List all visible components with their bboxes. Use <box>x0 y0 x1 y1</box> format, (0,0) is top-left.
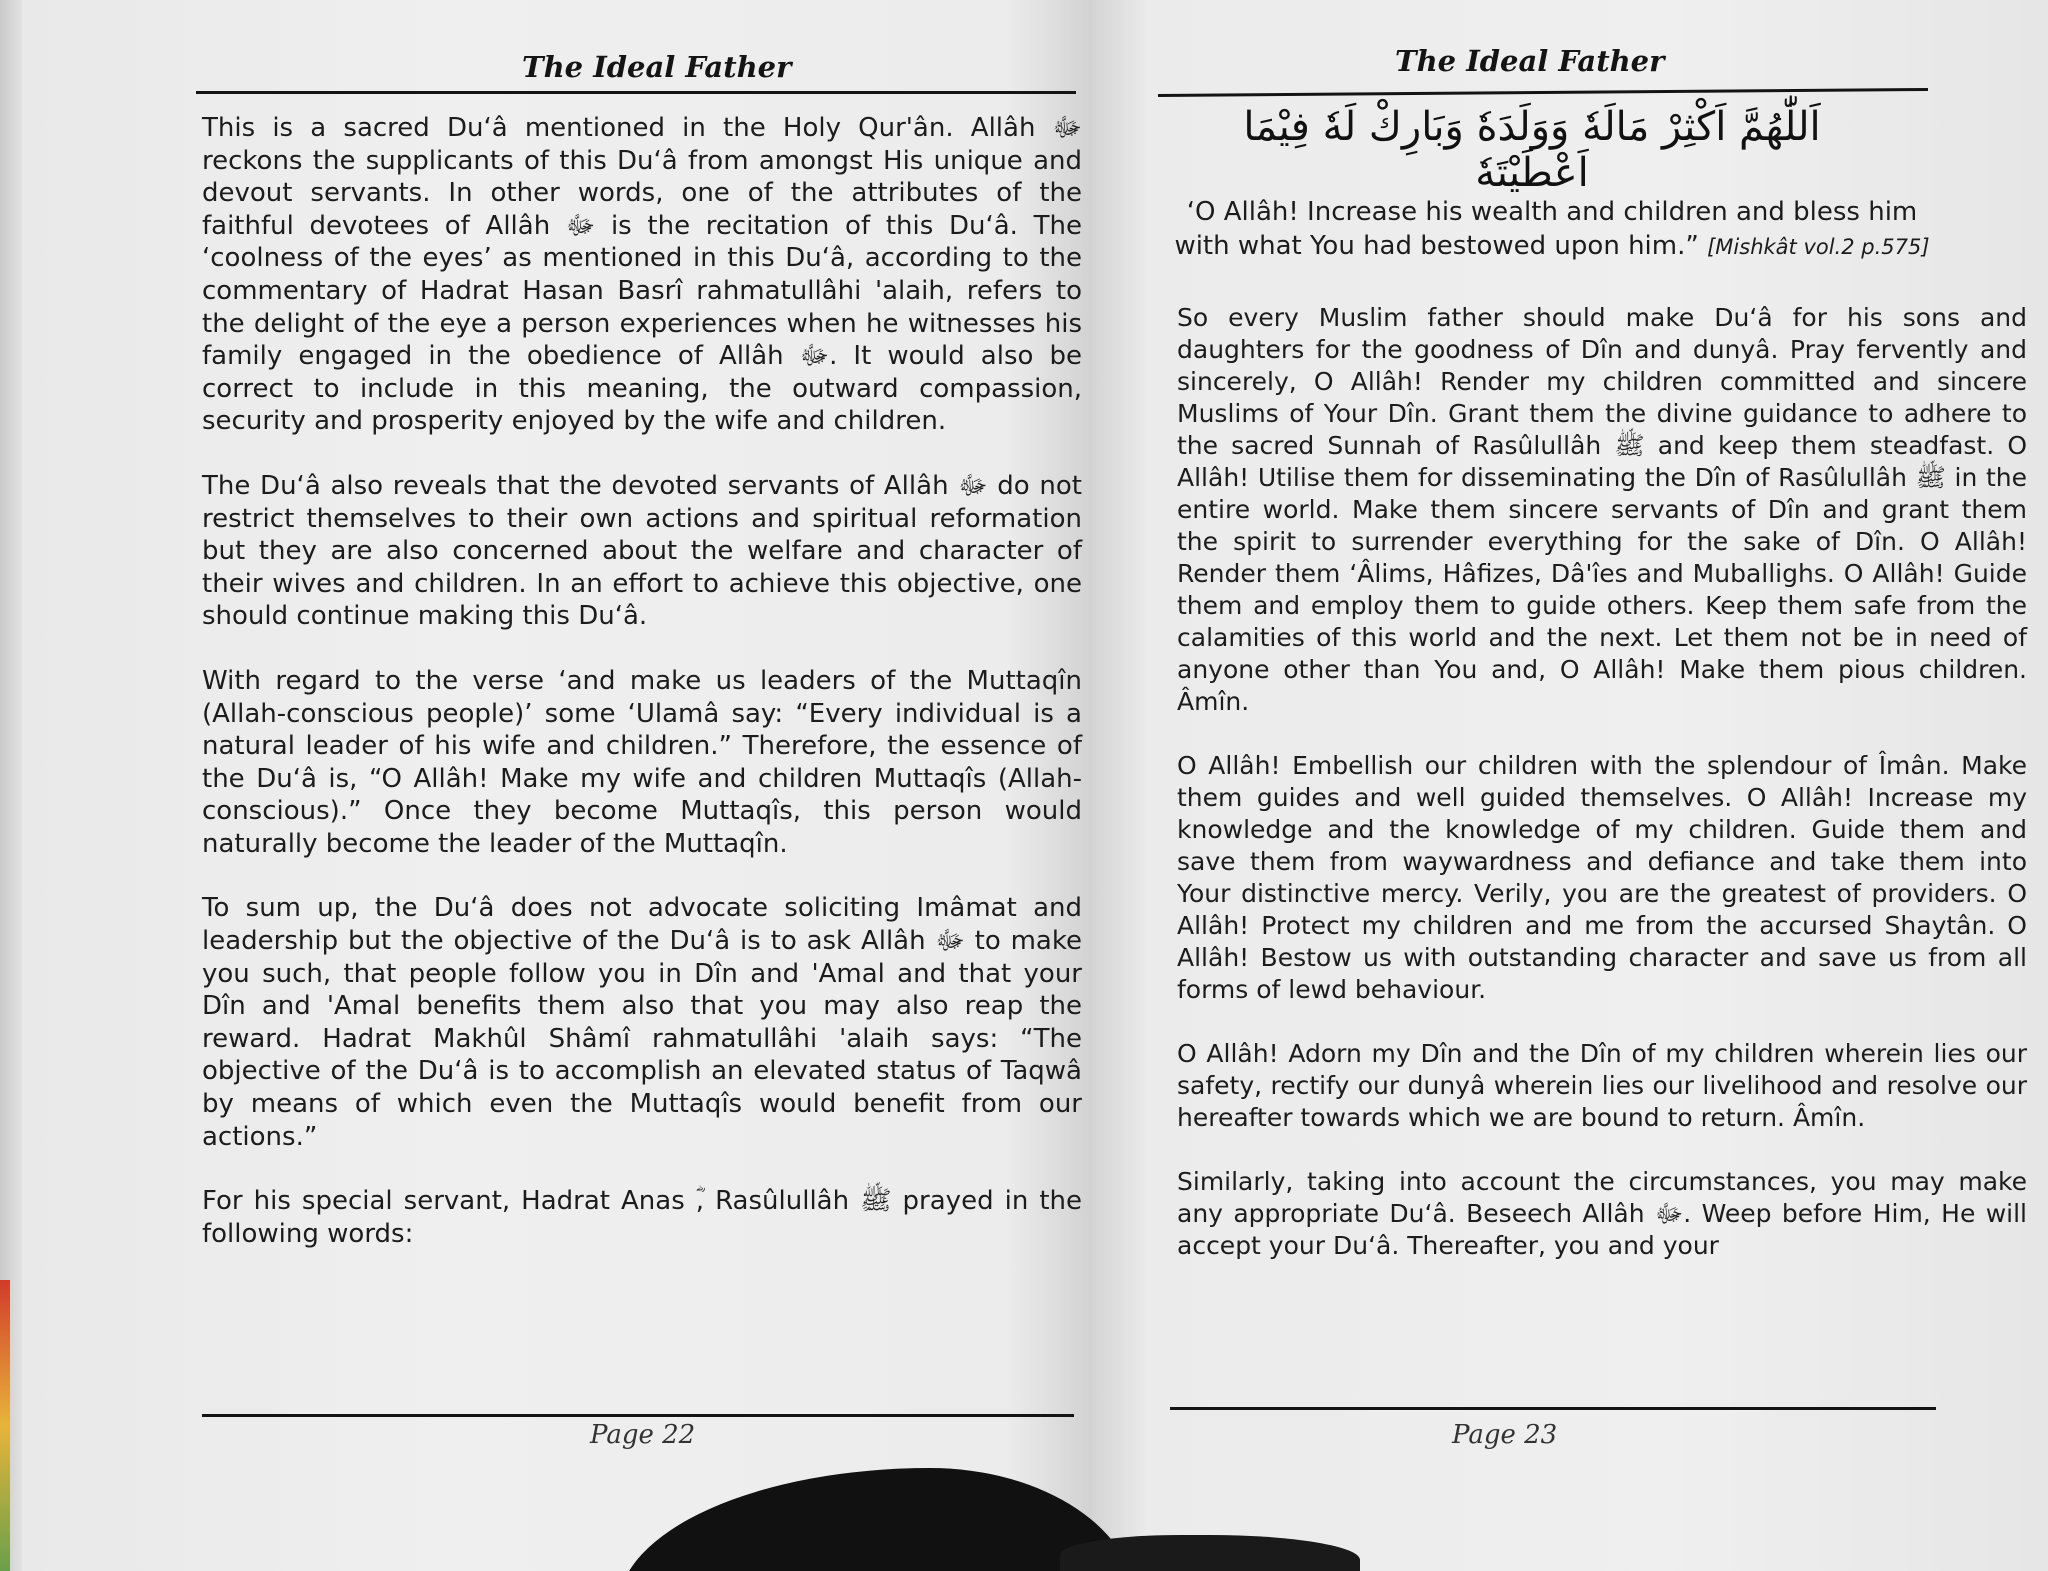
right-header-rule <box>1158 88 1928 97</box>
left-body-text <box>202 112 1082 1282</box>
translation-text: ‘O Allâh! Increase his wealth and children and bless him with what You had bestowed upon him.” <box>1174 197 1918 261</box>
left-running-head: The Ideal Father <box>522 50 792 84</box>
left-header-rule <box>196 91 1076 94</box>
left-paragraph-4: To sum up, the Du‘â does not advocate soliciting Imâmat and leadership but the objective of the Du‘â is to ask Allâh ﷻ to make you such, that people follow you in Dîn and 'Amal and that your Dîn and 'Amal benefits them also that you may also reap the reward. Hadrat Makhûl Shâmî rahmatullâhi 'alaih says: “The objective of the Du‘â is to accomplish an elevated status of Taqwâ by means of which even the Muttaqîs would benefit from our actions.” <box>202 893 1082 1152</box>
right-paragraph-2: O Allâh! Embellish our children with the splendour of Îmân. Make them guides and well guided themselves. O Allâh! Increase my knowledge and the knowledge of my children. Guide them and save them from waywardness and defiance and take them into Your distinctive mercy. Verily, you are the greatest of providers. O Allâh! Protect my children and me from the accursed Shaytân. O Allâh! Bestow us with outstanding character and save us from all forms of lewd behaviour. <box>1177 751 2027 1004</box>
dua-translation <box>1172 195 1932 264</box>
reference-citation: [Mishkât vol.2 p.575] <box>1707 235 1930 259</box>
left-paragraph-5: For his special servant, Hadrat Anas ؓ, Rasûlullâh ﷺ prayed in the following words: <box>202 1186 1082 1249</box>
right-running-head: The Ideal Father <box>1395 44 1665 78</box>
left-paragraph-3: With regard to the verse ‘and make us leaders of the Muttaqîn (Allah-conscious people)’ some ‘Ulamâ say: “Every individual is a natural leader of his wife and children.” Therefore, the essence of the Du‘â is, “O Allâh! Make my wife and children Muttaqîs (Allah-conscious).” Once they become Muttaqîs, this person would naturally become the leader of the Muttaqîn. <box>202 665 1082 859</box>
left-page <box>22 0 1092 1571</box>
book-edge-color <box>0 1280 10 1571</box>
right-page-number: Page 23 <box>1452 1420 1558 1450</box>
left-paragraph-2: The Du‘â also reveals that the devoted servants of Allâh ﷻ do not restrict themselves to their own actions and spiritual reformation but they are also concerned about the welfare and character of their wives and children. In an effort to achieve this objective, one should continue making this Du‘â. <box>202 470 1082 632</box>
right-paragraph-4: Similarly, taking into account the circumstances, you may make any appropriate Du‘â. Beseech Allâh ﷻ. Weep before Him, He will accept your Du‘â. Thereafter, you and your <box>1177 1167 2028 1260</box>
right-footer-rule <box>1170 1407 1936 1410</box>
left-page-number: Page 22 <box>590 1420 696 1450</box>
left-footer-rule <box>202 1414 1074 1417</box>
right-paragraph-1: So every Muslim father should make Du‘â for his sons and daughters for the goodness of Dîn and dunyâ. Pray fervently and sincerely, O Allâh! Render my children committed and sincere Muslims of Your Dîn. Grant them the divine guidance to adhere to the sacred Sunnah of Rasûlullâh ﷺ and keep them steadfast. O Allâh! Utilise them for disseminating the Dîn of Rasûlullâh ﷺ in the entire world. Make them sincere servants of Dîn and grant them the spirit to surrender everything for the sake of Dîn. O Allâh! Render them ‘Âlims, Hâfizes, Dâ'îes and Muballighs. O Allâh! Guide them and employ them to guide others. Keep them safe from the calamities of this world and the next. Let them not be in need of anyone other than You and, O Allâh! Make them pious children. Âmîn. <box>1177 303 2027 716</box>
arabic-dua: اَللّٰهُمَّ اَكْثِرْ مَالَهٗ وَوَلَدَهٗ وَبَارِكْ لَهٗ فِيْمَا اَعْطَيْتَهٗ <box>1243 104 1821 196</box>
right-page <box>1092 0 2048 1571</box>
right-paragraph-3: O Allâh! Adorn my Dîn and the Dîn of my children wherein lies our safety, rectify our dunyâ wherein lies our livelihood and resolve our hereafter towards which we are bound to return. Âmîn. <box>1177 1039 2027 1132</box>
right-body-text <box>1177 302 2027 1294</box>
left-paragraph-1: This is a sacred Du‘â mentioned in the Holy Qur'ân. Allâh ﷻ reckons the supplicants of this Du‘â from amongst His unique and devout servants. In other words, one of the attributes of the faithful devotees of Allâh ﷻ is the recitation of this Du‘â. The ‘coolness of the eyes’ as mentioned in this Du‘â, according to the commentary of Hadrat Hasan Basrî rahmatullâhi 'alaih, refers to the delight of the eye a person experiences when he witnesses his family engaged in the obedience of Allâh ﷻ. It would also be correct to include in this meaning, the outward compassion, security and prosperity enjoyed by the wife and children. <box>202 113 1082 437</box>
